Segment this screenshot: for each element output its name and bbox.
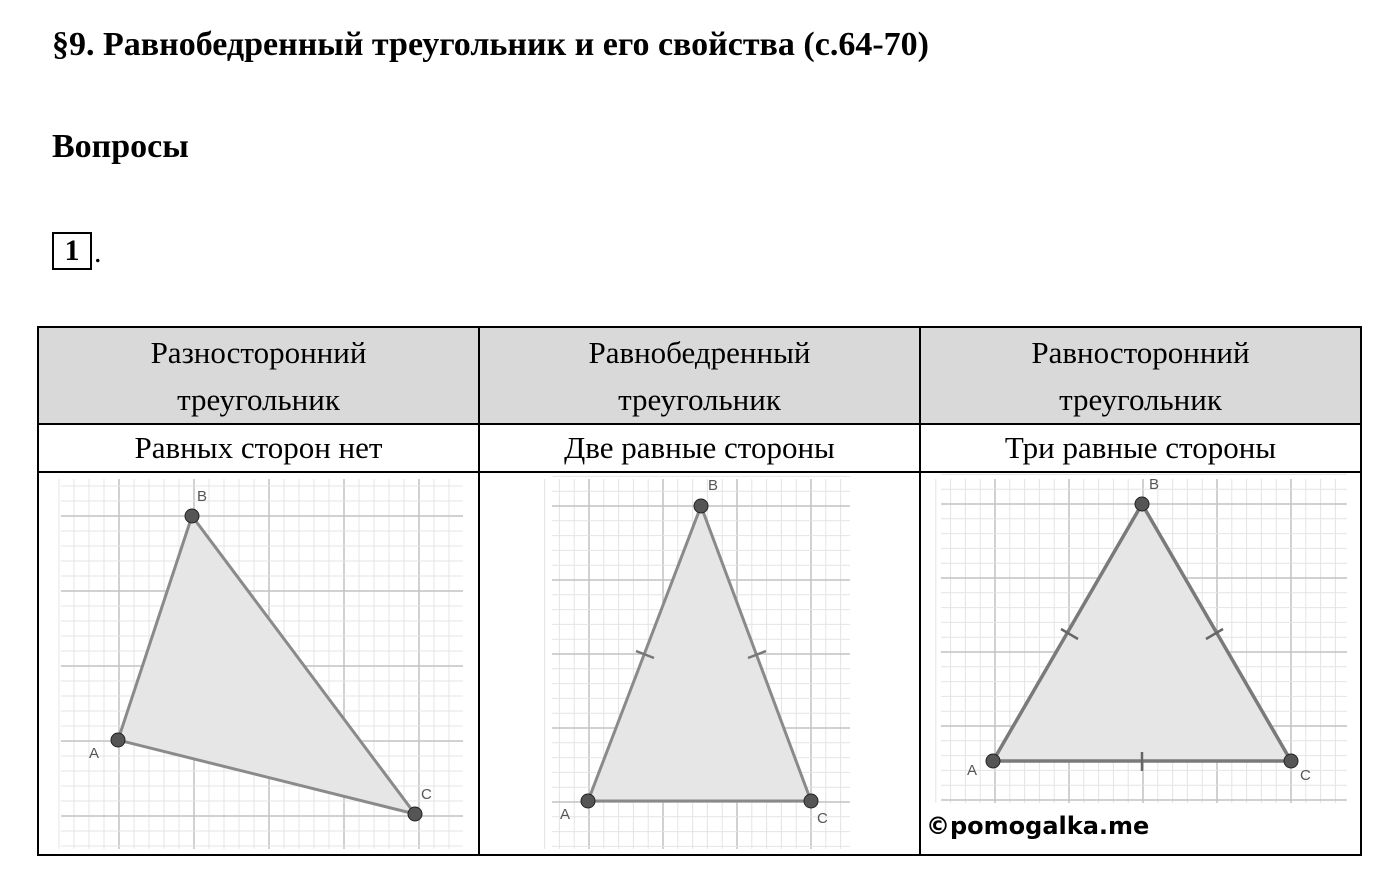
table-figure-row [38, 472, 1361, 855]
description-equilateral: Три равные стороны [920, 424, 1361, 472]
equilateral-label-b: B [1149, 476, 1160, 493]
isosceles-label-a: A [560, 806, 571, 823]
equilateral-point-c [1284, 754, 1298, 768]
scalene-label-c: C [421, 786, 432, 803]
section-heading: Вопросы [52, 128, 189, 165]
scalene-point-b [185, 509, 199, 523]
isosceles-triangle-figure [480, 473, 920, 854]
equilateral-point-a [986, 754, 1000, 768]
table-description-row [38, 424, 1361, 472]
scalene-label-b: B [197, 488, 208, 505]
watermark: ©pomogalka.me [926, 812, 1150, 840]
header-equilateral [920, 327, 1361, 424]
header-scalene-line1: Разносторонний [150, 334, 367, 370]
question-number-box: 1 [52, 232, 92, 270]
figure-cell-scalene [38, 472, 479, 855]
scalene-label-a: A [89, 745, 100, 762]
isosceles-point-c [804, 794, 818, 808]
scalene-triangle-figure [39, 473, 479, 854]
equilateral-label-c: C [1300, 767, 1311, 784]
equilateral-point-b [1135, 497, 1149, 511]
question-number [52, 232, 102, 270]
triangle-types-table [37, 326, 1362, 856]
header-equilateral-line2: треугольник [1059, 381, 1222, 417]
figure-cell-equilateral [920, 472, 1361, 855]
page-title: §9. Равнобедренный треугольник и его свойства (с.64-70) [52, 26, 929, 63]
scalene-point-a [111, 733, 125, 747]
header-scalene-line2: треугольник [177, 381, 340, 417]
equilateral-triangle-figure [921, 473, 1361, 854]
table-header-row [38, 327, 1361, 424]
header-scalene [38, 327, 479, 424]
question-number-dot: . [94, 236, 102, 269]
isosceles-point-b [694, 499, 708, 513]
isosceles-label-c: C [817, 810, 828, 827]
isosceles-point-a [581, 794, 595, 808]
figure-cell-isosceles [479, 472, 920, 855]
header-isosceles-line2: треугольник [618, 381, 781, 417]
description-scalene: Равных сторон нет [38, 424, 479, 472]
scalene-point-c [408, 807, 422, 821]
description-isosceles: Две равные стороны [479, 424, 920, 472]
isosceles-label-b: B [708, 477, 719, 494]
header-isosceles-line1: Равнобедренный [588, 334, 811, 370]
header-equilateral-line1: Равносторонний [1031, 334, 1250, 370]
header-isosceles [479, 327, 920, 424]
equilateral-label-a: A [967, 762, 978, 779]
